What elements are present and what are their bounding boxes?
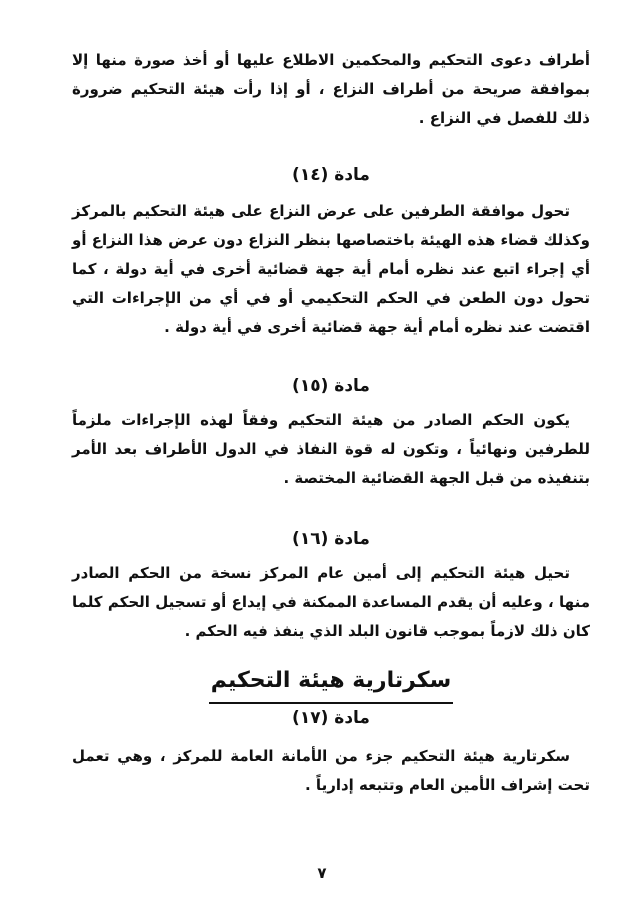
intro-paragraph: أطراف دعوى التحكيم والمحكمين الاطلاع عليها أو أخذ صورة منها إلا بموافقة صريحة من أطراف النزاع ، أو إذا رأت هيئة التحكيم ضرورة ذلك للفصل في النزاع .	[72, 51, 590, 127]
section-title-block	[72, 666, 590, 704]
article-15-heading: مادة (١٥)	[292, 376, 370, 396]
article-16-heading: مادة (١٦)	[292, 529, 370, 549]
article-14-text: تحول موافقة الطرفين على عرض النزاع على هيئة التحكيم بالمركز وكذلك قضاء هذه الهيئة باختصاصها بنظر النزاع دون عرض هذا النزاع أو أي إجراء اتبع عند نظره أمام أية جهة قضائية أخرى في أية دولة ، كما تحول دون الطعن في الحكم التحكيمي أو في أي من الإجراءات التي اقتضت عند نظره أمام أية جهة قضائية أخرى في أية دولة .	[72, 202, 590, 336]
article-17-text: سكرتارية هيئة التحكيم جزء من الأمانة العامة للمركز ، وهي تعمل تحت إشراف الأمين العام وتتبعه إدارياً .	[72, 747, 590, 794]
page-number: ٧	[317, 864, 327, 882]
article-17-heading: مادة (١٧)	[292, 708, 370, 728]
document-page	[72, 46, 590, 906]
section-title: سكرتارية هيئة التحكيم	[209, 666, 453, 704]
article-16-text: تحيل هيئة التحكيم إلى أمين عام المركز نسخة من الحكم الصادر منها ، وعليه أن يقدم المساعدة الممكنة في إيداع أو تسجيل الحكم كلما كان ذلك لازماً بموجب قانون البلد الذي ينفذ فيه الحكم .	[72, 564, 590, 640]
article-15-text: يكون الحكم الصادر من هيئة التحكيم وفقاً لهذه الإجراءات ملزماً للطرفين ونهائياً ، وتكون له قوة النفاذ في الدول الأطراف بعد الأمر بتنفيذه من قبل الجهة القضائية المختصة .	[72, 411, 590, 487]
article-14-heading: مادة (١٤)	[292, 165, 370, 185]
